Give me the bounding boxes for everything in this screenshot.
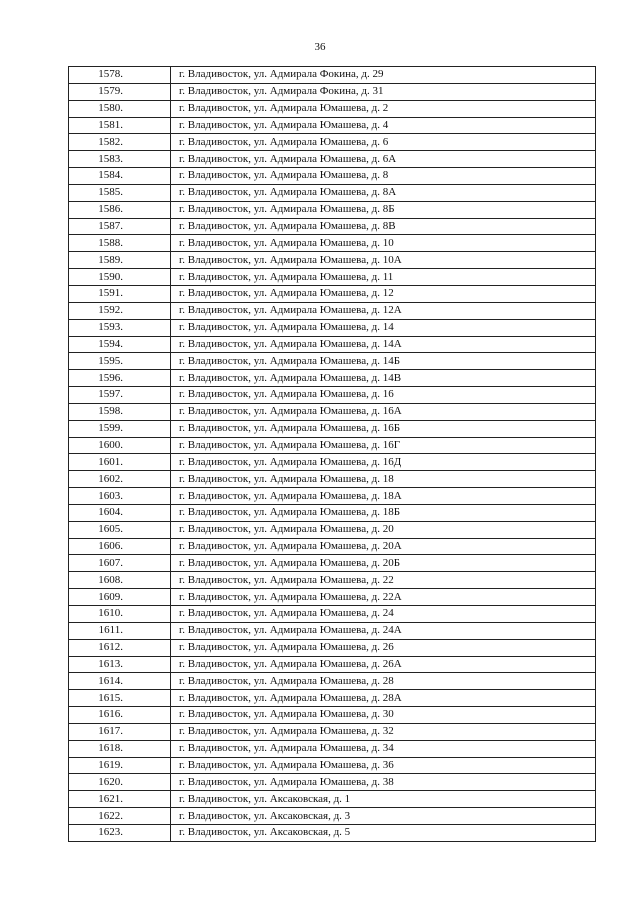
row-number: 1598. bbox=[69, 403, 171, 420]
row-number: 1588. bbox=[69, 235, 171, 252]
table-row bbox=[69, 134, 596, 151]
row-address: г. Владивосток, ул. Адмирала Юмашева, д. 16 bbox=[171, 387, 596, 404]
row-number: 1595. bbox=[69, 353, 171, 370]
table-row bbox=[69, 420, 596, 437]
table-row bbox=[69, 673, 596, 690]
address-table-body bbox=[69, 67, 596, 842]
table-row bbox=[69, 100, 596, 117]
row-address: г. Владивосток, ул. Адмирала Юмашева, д. 28А bbox=[171, 690, 596, 707]
row-address: г. Владивосток, ул. Адмирала Юмашева, д. 38 bbox=[171, 774, 596, 791]
table-row bbox=[69, 370, 596, 387]
row-number: 1609. bbox=[69, 589, 171, 606]
row-number: 1603. bbox=[69, 488, 171, 505]
table-row bbox=[69, 319, 596, 336]
row-address: г. Владивосток, ул. Адмирала Юмашева, д. 20 bbox=[171, 521, 596, 538]
row-address: г. Владивосток, ул. Адмирала Юмашева, д. 22 bbox=[171, 572, 596, 589]
table-row bbox=[69, 740, 596, 757]
row-address: г. Владивосток, ул. Адмирала Юмашева, д. 10А bbox=[171, 252, 596, 269]
row-number: 1578. bbox=[69, 67, 171, 84]
table-row bbox=[69, 269, 596, 286]
row-number: 1590. bbox=[69, 269, 171, 286]
row-address: г. Владивосток, ул. Аксаковская, д. 3 bbox=[171, 808, 596, 825]
row-address: г. Владивосток, ул. Адмирала Юмашева, д. 16Г bbox=[171, 437, 596, 454]
table-row bbox=[69, 808, 596, 825]
row-address: г. Владивосток, ул. Адмирала Юмашева, д. 16Д bbox=[171, 454, 596, 471]
table-row bbox=[69, 67, 596, 84]
row-number: 1594. bbox=[69, 336, 171, 353]
table-row bbox=[69, 285, 596, 302]
row-number: 1581. bbox=[69, 117, 171, 134]
row-number: 1610. bbox=[69, 606, 171, 623]
row-address: г. Владивосток, ул. Адмирала Юмашева, д. 14А bbox=[171, 336, 596, 353]
row-address: г. Владивосток, ул. Адмирала Юмашева, д. 24А bbox=[171, 622, 596, 639]
row-number: 1593. bbox=[69, 319, 171, 336]
row-address: г. Владивосток, ул. Адмирала Юмашева, д. 20А bbox=[171, 538, 596, 555]
row-address: г. Владивосток, ул. Адмирала Юмашева, д. 20Б bbox=[171, 555, 596, 572]
table-row bbox=[69, 723, 596, 740]
row-number: 1582. bbox=[69, 134, 171, 151]
row-number: 1589. bbox=[69, 252, 171, 269]
row-address: г. Владивосток, ул. Адмирала Юмашева, д. 16А bbox=[171, 403, 596, 420]
row-number: 1592. bbox=[69, 302, 171, 319]
row-address: г. Владивосток, ул. Адмирала Юмашева, д. 12А bbox=[171, 302, 596, 319]
row-address: г. Владивосток, ул. Адмирала Юмашева, д. 6А bbox=[171, 151, 596, 168]
row-number: 1586. bbox=[69, 201, 171, 218]
row-number: 1579. bbox=[69, 83, 171, 100]
row-number: 1614. bbox=[69, 673, 171, 690]
row-address: г. Владивосток, ул. Адмирала Юмашева, д. 11 bbox=[171, 269, 596, 286]
row-address: г. Владивосток, ул. Аксаковская, д. 5 bbox=[171, 824, 596, 841]
table-row bbox=[69, 774, 596, 791]
table-row bbox=[69, 824, 596, 841]
table-row bbox=[69, 471, 596, 488]
row-address: г. Владивосток, ул. Адмирала Юмашева, д. 26 bbox=[171, 639, 596, 656]
row-address: г. Владивосток, ул. Адмирала Юмашева, д. 10 bbox=[171, 235, 596, 252]
table-row bbox=[69, 302, 596, 319]
row-number: 1587. bbox=[69, 218, 171, 235]
row-number: 1617. bbox=[69, 723, 171, 740]
row-number: 1619. bbox=[69, 757, 171, 774]
row-address: г. Владивосток, ул. Адмирала Юмашева, д. 6 bbox=[171, 134, 596, 151]
table-row bbox=[69, 151, 596, 168]
row-number: 1611. bbox=[69, 622, 171, 639]
row-address: г. Владивосток, ул. Адмирала Юмашева, д. 8В bbox=[171, 218, 596, 235]
row-number: 1608. bbox=[69, 572, 171, 589]
row-number: 1596. bbox=[69, 370, 171, 387]
row-number: 1612. bbox=[69, 639, 171, 656]
table-row bbox=[69, 168, 596, 185]
table-row bbox=[69, 83, 596, 100]
row-number: 1606. bbox=[69, 538, 171, 555]
row-address: г. Владивосток, ул. Адмирала Юмашева, д. 16Б bbox=[171, 420, 596, 437]
row-address: г. Владивосток, ул. Адмирала Юмашева, д. 28 bbox=[171, 673, 596, 690]
row-address: г. Владивосток, ул. Адмирала Фокина, д. 29 bbox=[171, 67, 596, 84]
row-number: 1584. bbox=[69, 168, 171, 185]
table-row bbox=[69, 201, 596, 218]
row-number: 1615. bbox=[69, 690, 171, 707]
table-row bbox=[69, 235, 596, 252]
row-number: 1580. bbox=[69, 100, 171, 117]
row-address: г. Владивосток, ул. Адмирала Юмашева, д. 32 bbox=[171, 723, 596, 740]
table-row bbox=[69, 117, 596, 134]
row-address: г. Владивосток, ул. Адмирала Юмашева, д. 14В bbox=[171, 370, 596, 387]
row-address: г. Владивосток, ул. Адмирала Юмашева, д. 12 bbox=[171, 285, 596, 302]
table-row bbox=[69, 791, 596, 808]
table-row bbox=[69, 437, 596, 454]
row-number: 1618. bbox=[69, 740, 171, 757]
row-number: 1597. bbox=[69, 387, 171, 404]
table-row bbox=[69, 336, 596, 353]
row-address: г. Владивосток, ул. Адмирала Юмашева, д. 22А bbox=[171, 589, 596, 606]
row-address: г. Владивосток, ул. Адмирала Юмашева, д. 8 bbox=[171, 168, 596, 185]
row-address: г. Владивосток, ул. Адмирала Юмашева, д. 30 bbox=[171, 707, 596, 724]
table-row bbox=[69, 218, 596, 235]
table-row bbox=[69, 606, 596, 623]
row-address: г. Владивосток, ул. Адмирала Юмашева, д. 34 bbox=[171, 740, 596, 757]
row-number: 1583. bbox=[69, 151, 171, 168]
row-address: г. Владивосток, ул. Адмирала Юмашева, д. 36 bbox=[171, 757, 596, 774]
row-number: 1591. bbox=[69, 285, 171, 302]
row-number: 1599. bbox=[69, 420, 171, 437]
row-number: 1602. bbox=[69, 471, 171, 488]
row-address: г. Владивосток, ул. Адмирала Юмашева, д. 18Б bbox=[171, 504, 596, 521]
row-number: 1622. bbox=[69, 808, 171, 825]
row-number: 1601. bbox=[69, 454, 171, 471]
table-row bbox=[69, 622, 596, 639]
row-address: г. Владивосток, ул. Адмирала Юмашева, д. 4 bbox=[171, 117, 596, 134]
page-number: 36 bbox=[314, 41, 326, 53]
table-row bbox=[69, 639, 596, 656]
row-address: г. Владивосток, ул. Адмирала Фокина, д. 31 bbox=[171, 83, 596, 100]
table-row bbox=[69, 387, 596, 404]
row-address: г. Владивосток, ул. Адмирала Юмашева, д. 14 bbox=[171, 319, 596, 336]
row-number: 1613. bbox=[69, 656, 171, 673]
row-address: г. Владивосток, ул. Аксаковская, д. 1 bbox=[171, 791, 596, 808]
table-row bbox=[69, 184, 596, 201]
table-row bbox=[69, 656, 596, 673]
row-address: г. Владивосток, ул. Адмирала Юмашева, д. 8Б bbox=[171, 201, 596, 218]
table-row bbox=[69, 252, 596, 269]
row-number: 1607. bbox=[69, 555, 171, 572]
table-row bbox=[69, 690, 596, 707]
table-row bbox=[69, 504, 596, 521]
table-row bbox=[69, 707, 596, 724]
table-row bbox=[69, 521, 596, 538]
row-address: г. Владивосток, ул. Адмирала Юмашева, д. 18А bbox=[171, 488, 596, 505]
row-number: 1616. bbox=[69, 707, 171, 724]
row-number: 1600. bbox=[69, 437, 171, 454]
table-row bbox=[69, 353, 596, 370]
row-address: г. Владивосток, ул. Адмирала Юмашева, д. 8А bbox=[171, 184, 596, 201]
table-row bbox=[69, 454, 596, 471]
row-address: г. Владивосток, ул. Адмирала Юмашева, д. 14Б bbox=[171, 353, 596, 370]
row-address: г. Владивосток, ул. Адмирала Юмашева, д. 26А bbox=[171, 656, 596, 673]
row-number: 1620. bbox=[69, 774, 171, 791]
row-address: г. Владивосток, ул. Адмирала Юмашева, д. 18 bbox=[171, 471, 596, 488]
table-row bbox=[69, 488, 596, 505]
table-row bbox=[69, 555, 596, 572]
table-row bbox=[69, 589, 596, 606]
row-number: 1623. bbox=[69, 824, 171, 841]
table-row bbox=[69, 757, 596, 774]
row-address: г. Владивосток, ул. Адмирала Юмашева, д. 2 bbox=[171, 100, 596, 117]
row-address: г. Владивосток, ул. Адмирала Юмашева, д. 24 bbox=[171, 606, 596, 623]
table-row bbox=[69, 538, 596, 555]
row-number: 1604. bbox=[69, 504, 171, 521]
row-number: 1605. bbox=[69, 521, 171, 538]
row-number: 1585. bbox=[69, 184, 171, 201]
table-row bbox=[69, 572, 596, 589]
row-number: 1621. bbox=[69, 791, 171, 808]
table-row bbox=[69, 403, 596, 420]
address-table bbox=[68, 66, 596, 842]
